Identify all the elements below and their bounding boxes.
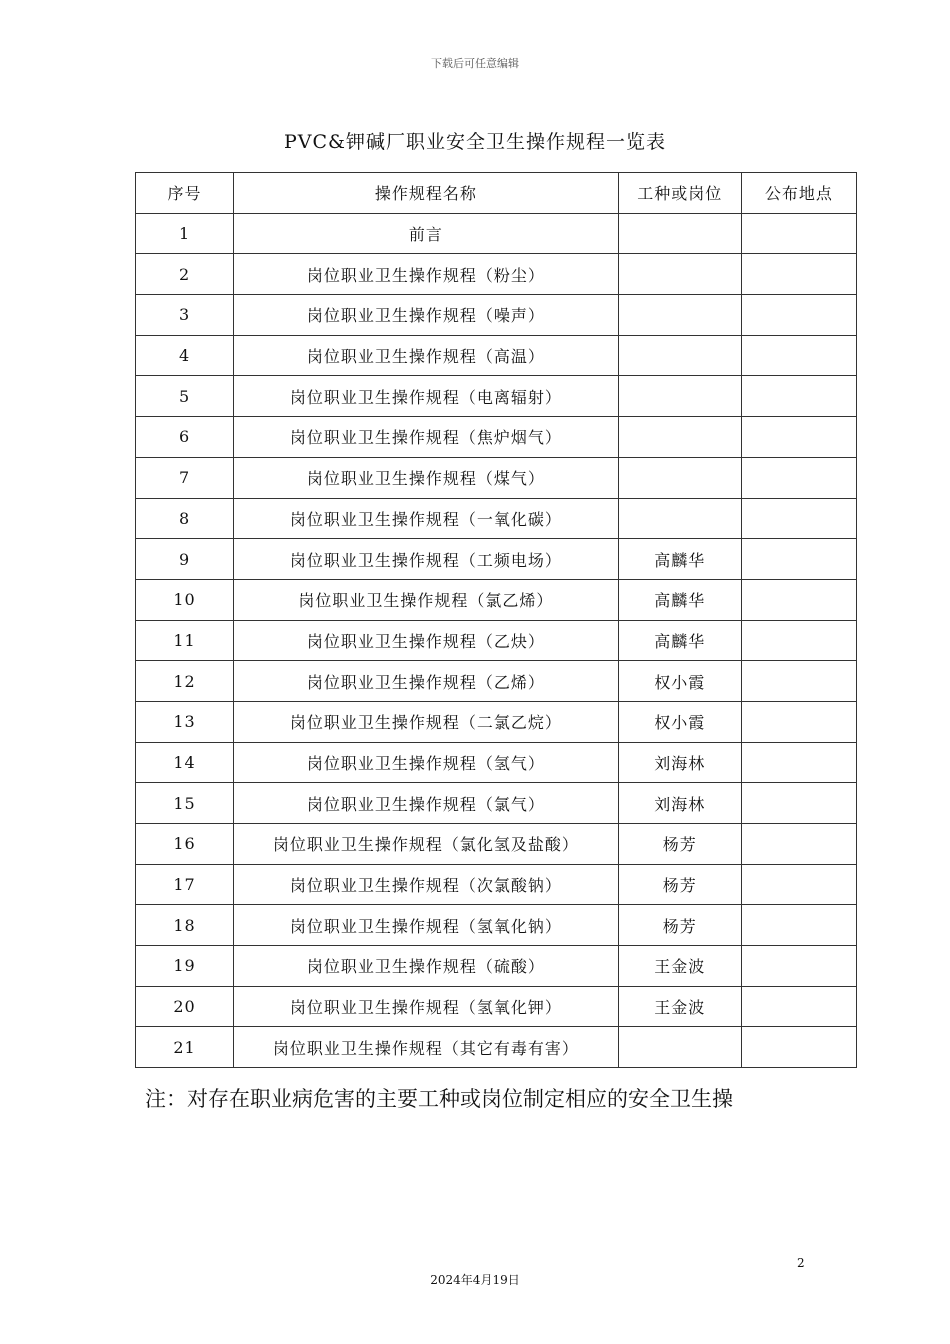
table-row [136,539,857,580]
cell-role [618,254,741,295]
cell-role: 杨芳 [618,905,741,946]
cell-no: 18 [136,905,234,946]
cell-procedure-name: 岗位职业卫生操作规程（次氯酸钠） [234,864,619,905]
cell-no: 9 [136,539,234,580]
column-header-role: 工种或岗位 [618,173,741,214]
page-number: 2 [797,1256,805,1270]
cell-role: 高麟华 [618,539,741,580]
header-note: 下载后可任意编辑 [431,57,519,70]
cell-no: 7 [136,457,234,498]
cell-location [741,824,856,865]
table-row [136,579,857,620]
cell-role: 权小霞 [618,701,741,742]
cell-location [741,498,856,539]
cell-no: 8 [136,498,234,539]
cell-procedure-name: 岗位职业卫生操作规程（氢氧化钾） [234,986,619,1027]
table-row [136,498,857,539]
cell-location [741,1027,856,1068]
cell-procedure-name: 岗位职业卫生操作规程（乙烯） [234,661,619,702]
table-row [136,620,857,661]
cell-role: 杨芳 [618,864,741,905]
table-row [136,417,857,458]
cell-location [741,254,856,295]
cell-procedure-name: 岗位职业卫生操作规程（氢氧化钠） [234,905,619,946]
cell-role [618,457,741,498]
table-row [136,376,857,417]
document-title: PVC&钾碱厂职业安全卫生操作规程一览表 [284,131,666,153]
cell-procedure-name: 岗位职业卫生操作规程（电离辐射） [234,376,619,417]
footnote: 注：对存在职业病危害的主要工种或岗位制定相应的安全卫生操 [145,1087,733,1111]
cell-procedure-name: 岗位职业卫生操作规程（一氧化碳） [234,498,619,539]
cell-no: 1 [136,213,234,254]
cell-role [618,417,741,458]
cell-location [741,295,856,336]
table-row [136,783,857,824]
cell-role [618,498,741,539]
cell-no: 11 [136,620,234,661]
cell-no: 12 [136,661,234,702]
cell-procedure-name: 岗位职业卫生操作规程（焦炉烟气） [234,417,619,458]
cell-no: 20 [136,986,234,1027]
cell-role: 刘海林 [618,783,741,824]
cell-location [741,213,856,254]
cell-procedure-name: 岗位职业卫生操作规程（氯乙烯） [234,579,619,620]
column-header-name: 操作规程名称 [234,173,619,214]
table-row [136,986,857,1027]
cell-procedure-name: 前言 [234,213,619,254]
cell-procedure-name: 岗位职业卫生操作规程（氯气） [234,783,619,824]
cell-procedure-name: 岗位职业卫生操作规程（高温） [234,335,619,376]
cell-role [618,213,741,254]
cell-procedure-name: 岗位职业卫生操作规程（二氯乙烷） [234,701,619,742]
cell-role: 刘海林 [618,742,741,783]
column-header-location: 公布地点 [741,173,856,214]
cell-procedure-name: 岗位职业卫生操作规程（乙炔） [234,620,619,661]
cell-no: 16 [136,824,234,865]
cell-location [741,701,856,742]
cell-role: 高麟华 [618,620,741,661]
cell-procedure-name: 岗位职业卫生操作规程（氯化氢及盐酸） [234,824,619,865]
table-row [136,335,857,376]
cell-no: 14 [136,742,234,783]
table-row [136,824,857,865]
table-row [136,864,857,905]
cell-no: 10 [136,579,234,620]
table-row [136,742,857,783]
cell-location [741,335,856,376]
cell-location [741,579,856,620]
cell-location [741,457,856,498]
cell-no: 21 [136,1027,234,1068]
cell-location [741,783,856,824]
cell-location [741,376,856,417]
cell-role: 高麟华 [618,579,741,620]
cell-role: 王金波 [618,946,741,987]
cell-location [741,864,856,905]
procedures-table [135,172,857,1068]
cell-no: 6 [136,417,234,458]
cell-no: 19 [136,946,234,987]
table-row [136,701,857,742]
cell-location [741,905,856,946]
cell-procedure-name: 岗位职业卫生操作规程（工频电场） [234,539,619,580]
cell-procedure-name: 岗位职业卫生操作规程（粉尘） [234,254,619,295]
table-row [136,905,857,946]
cell-no: 17 [136,864,234,905]
cell-procedure-name: 岗位职业卫生操作规程（硫酸） [234,946,619,987]
table-row [136,457,857,498]
table-row [136,946,857,987]
cell-location [741,986,856,1027]
cell-procedure-name: 岗位职业卫生操作规程（噪声） [234,295,619,336]
table-row [136,254,857,295]
cell-no: 3 [136,295,234,336]
cell-procedure-name: 岗位职业卫生操作规程（其它有毒有害） [234,1027,619,1068]
cell-procedure-name: 岗位职业卫生操作规程（煤气） [234,457,619,498]
cell-location [741,946,856,987]
cell-no: 4 [136,335,234,376]
cell-location [741,417,856,458]
cell-no: 13 [136,701,234,742]
cell-no: 15 [136,783,234,824]
cell-location [741,539,856,580]
cell-procedure-name: 岗位职业卫生操作规程（氢气） [234,742,619,783]
table-header-row [136,173,857,214]
cell-role: 王金波 [618,986,741,1027]
cell-location [741,742,856,783]
footer-date: 2024年4月19日 [430,1273,520,1287]
cell-role [618,1027,741,1068]
cell-role [618,376,741,417]
cell-no: 5 [136,376,234,417]
table-row [136,661,857,702]
cell-role [618,295,741,336]
cell-role [618,335,741,376]
column-header-no: 序号 [136,173,234,214]
cell-role: 杨芳 [618,824,741,865]
table-row [136,213,857,254]
table-row [136,295,857,336]
cell-role: 权小霞 [618,661,741,702]
table-row [136,1027,857,1068]
cell-location [741,661,856,702]
cell-location [741,620,856,661]
cell-no: 2 [136,254,234,295]
